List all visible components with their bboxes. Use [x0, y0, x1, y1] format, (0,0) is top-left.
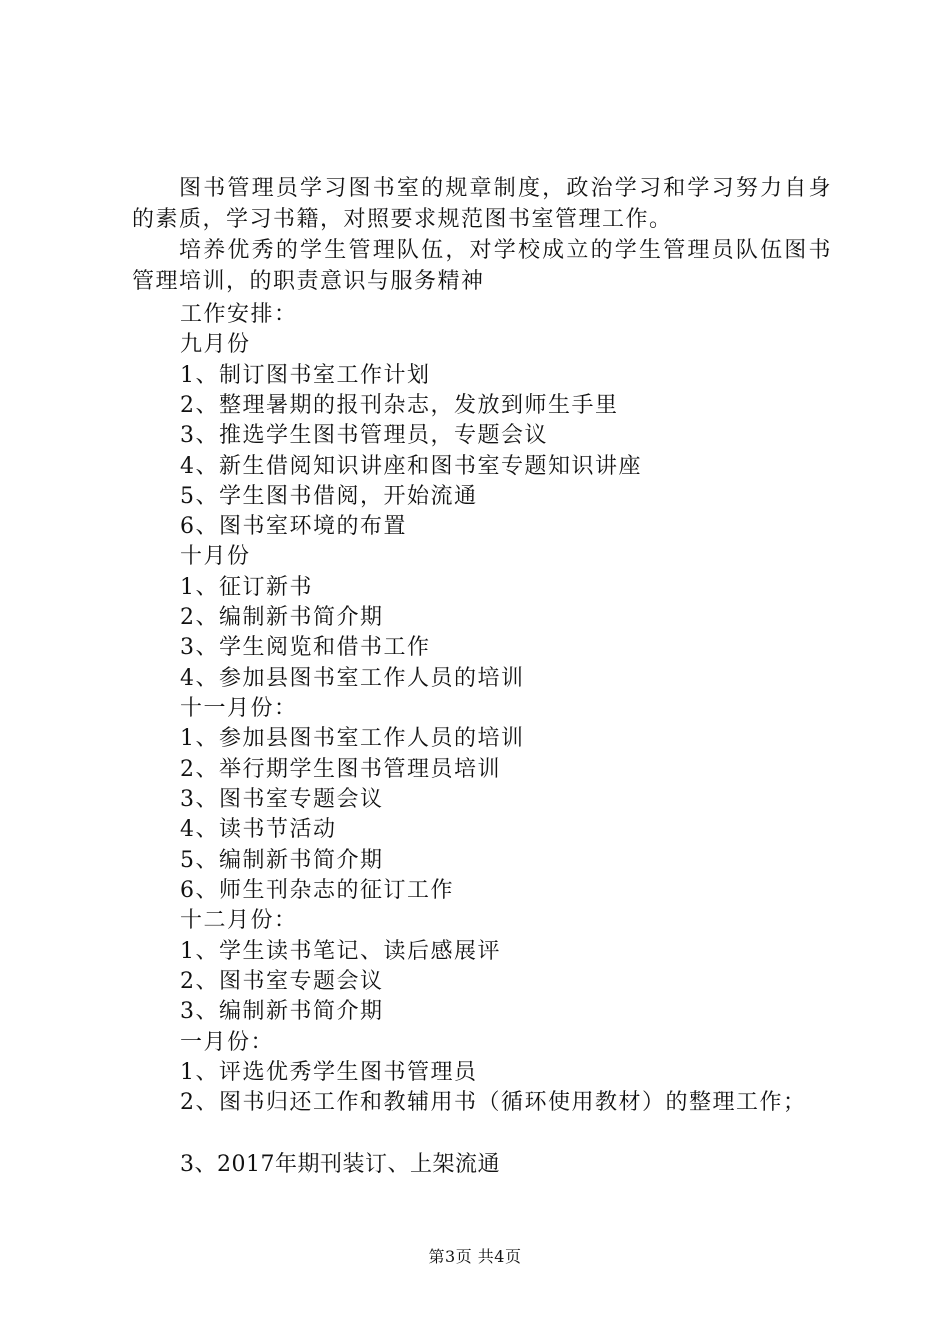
list-item: 6、图书室环境的布置: [180, 514, 407, 539]
list-item: 4、新生借阅知识讲座和图书室专题知识讲座: [180, 454, 642, 479]
list-item: 2、举行期学生图书管理员培训: [180, 757, 501, 782]
list-item: 1、参加县图书室工作人员的培训: [180, 726, 525, 751]
list-item: 5、编制新书简介期: [180, 848, 384, 873]
month-heading-november: 十一月份：: [180, 696, 298, 721]
paragraph-librarian-study: 图书管理员学习图书室的规章制度，政治学习和学习努力自身的素质，学习书籍，对照要求规范图书室管理工作。: [132, 176, 832, 232]
page-number-footer: 第3页 共4页: [428, 1247, 522, 1266]
month-heading-october: 十月份: [180, 544, 251, 569]
list-item: 1、征订新书: [180, 575, 313, 600]
list-item: 3、图书室专题会议: [180, 787, 384, 812]
list-item: 5、学生图书借阅，开始流通: [180, 484, 478, 509]
list-item: 1、评选优秀学生图书管理员: [180, 1060, 478, 1085]
list-item: 3、学生阅览和借书工作: [180, 635, 431, 660]
list-item: 3、编制新书简介期: [180, 999, 384, 1024]
list-item: 1、制订图书室工作计划: [180, 363, 431, 388]
month-heading-september: 九月份: [180, 332, 251, 357]
month-heading-january: 一月份：: [180, 1030, 275, 1055]
month-heading-december: 十二月份：: [180, 908, 298, 933]
list-item: 3、推选学生图书管理员，专题会议: [180, 423, 548, 448]
list-item: 4、参加县图书室工作人员的培训: [180, 666, 525, 691]
list-item: 6、师生刊杂志的征订工作: [180, 878, 454, 903]
list-item: 3、2017年期刊装订、上架流通: [180, 1152, 500, 1177]
list-item: 2、图书归还工作和教辅用书（循环使用教材）的整理工作；: [180, 1090, 807, 1115]
paragraph-student-team: 培养优秀的学生管理队伍，对学校成立的学生管理员队伍图书管理培训，的职责意识与服务精神: [132, 238, 832, 294]
list-item: 2、整理暑期的报刊杂志，发放到师生手里: [180, 393, 619, 418]
list-item: 2、图书室专题会议: [180, 969, 384, 994]
work-arrangement-heading: 工作安排：: [180, 302, 298, 327]
list-item: 4、读书节活动: [180, 817, 337, 842]
list-item: 2、编制新书简介期: [180, 605, 384, 630]
list-item: 1、学生读书笔记、读后感展评: [180, 939, 501, 964]
